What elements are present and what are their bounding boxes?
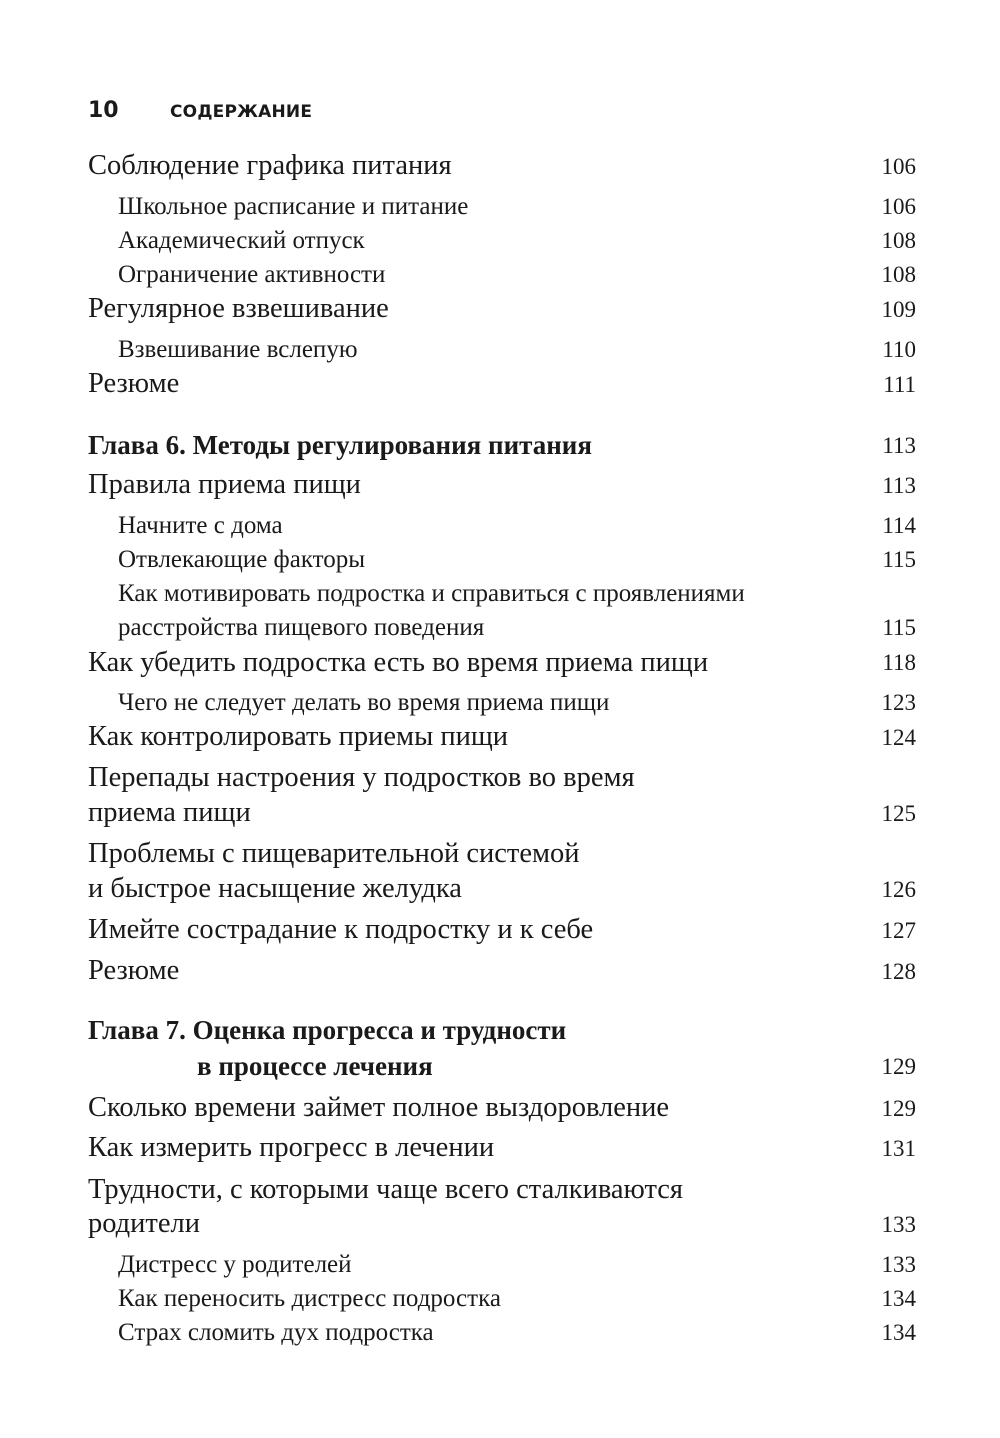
section-title: СОДЕРЖАНИЕ — [170, 102, 313, 122]
toc-entry-title: Академический отпуск — [118, 227, 365, 254]
toc-entry-title-line2: родители — [88, 1208, 201, 1239]
toc-entry-title: Начните с дома — [118, 512, 283, 539]
page-number: 10 — [88, 98, 119, 123]
toc-entry-page: 129 — [881, 1096, 916, 1121]
toc-entry-title-line1: Проблемы с пищеварительной системой — [88, 838, 580, 869]
toc-entry-title: Страх сломить дух подростка — [118, 1319, 434, 1346]
toc-entry-title-line1: Трудности, с которыми чаще всего сталкиваются — [88, 1174, 684, 1205]
toc-entry-title: Сколько времени займет полное выздоровление — [88, 1092, 670, 1123]
toc-entry-page: 106 — [881, 194, 916, 219]
toc-entry-title: Чего не следует делать во время приема пищи — [118, 689, 610, 716]
toc-entry-title: Как измерить прогресс в лечении — [88, 1132, 495, 1163]
toc-entry-page: 111 — [883, 372, 916, 397]
toc-entry-title-line2: расстройства пищевого поведения — [118, 614, 485, 641]
toc-entry-title-line1: Как мотивировать подростка и справиться с проявлениями — [118, 580, 745, 607]
toc-entry-title: Как контролировать приемы пищи — [88, 721, 509, 752]
toc-entry-title: Правила приема пищи — [88, 469, 361, 500]
toc-entry-page: 133 — [881, 1212, 916, 1237]
toc-entry-page: 125 — [881, 801, 916, 826]
toc-entry-title: Резюме — [88, 955, 180, 986]
toc-entry-page: 134 — [881, 1286, 916, 1311]
toc-entry-page: 123 — [881, 690, 916, 715]
toc-entry-title: Имейте сострадание к подростку и к себе — [88, 914, 594, 945]
toc-entry-title-line1: Перепады настроения у подростков во время — [88, 762, 635, 793]
toc-entry-page: 106 — [881, 154, 916, 179]
toc-entry-page: 124 — [881, 725, 916, 750]
toc-entry-page: 114 — [882, 513, 916, 538]
chapter-title-line1: Глава 7. Оценка прогресса и трудности — [88, 1015, 567, 1045]
toc-entry-page: 127 — [881, 918, 916, 943]
toc-entry-page: 128 — [881, 959, 916, 984]
toc-entry-title: Регулярное взвешивание — [88, 293, 389, 324]
toc-entry-page: 134 — [881, 1320, 916, 1345]
chapter-title: Глава 6. Методы регулирования питания — [88, 430, 592, 460]
toc-entry-page: 131 — [881, 1136, 916, 1161]
toc-entry-page: 113 — [882, 433, 916, 458]
toc-entry-page: 113 — [882, 473, 916, 498]
toc-entry-title: Отвлекающие факторы — [118, 546, 366, 573]
toc-entry-title: Взвешивание вслепую — [118, 336, 358, 363]
toc-entry-title: Как убедить подростка есть во время приема пищи — [88, 647, 709, 678]
toc-entry-page: 133 — [881, 1252, 916, 1277]
toc-entry-page: 108 — [881, 262, 916, 287]
toc-entry-page: 118 — [882, 650, 916, 675]
toc-entry-title-line2: приема пищи — [88, 797, 251, 828]
toc-entry-page: 108 — [881, 228, 916, 253]
toc-entry-page: 129 — [881, 1054, 916, 1079]
toc-entry-title: Соблюдение графика питания — [88, 150, 452, 181]
toc-entry-page: 110 — [882, 337, 916, 362]
toc-entry-title: Как переносить дистресс подростка — [118, 1285, 501, 1312]
toc-entry-page: 115 — [882, 547, 916, 572]
toc-entry-page: 109 — [881, 297, 916, 322]
chapter-title-line2: в процессе лечения — [197, 1051, 433, 1081]
toc-entry-page: 115 — [882, 615, 916, 640]
running-head — [88, 98, 312, 123]
toc-entry-title: Ограничение активности — [118, 261, 386, 288]
toc-entry-title: Резюме — [88, 368, 180, 399]
toc-entry-title-line2: и быстрое насыщение желудка — [88, 873, 462, 904]
toc-entry-page: 126 — [881, 877, 916, 902]
toc-entry-title: Дистресс у родителей — [118, 1251, 352, 1278]
toc-entry-title: Школьное расписание и питание — [118, 193, 469, 220]
